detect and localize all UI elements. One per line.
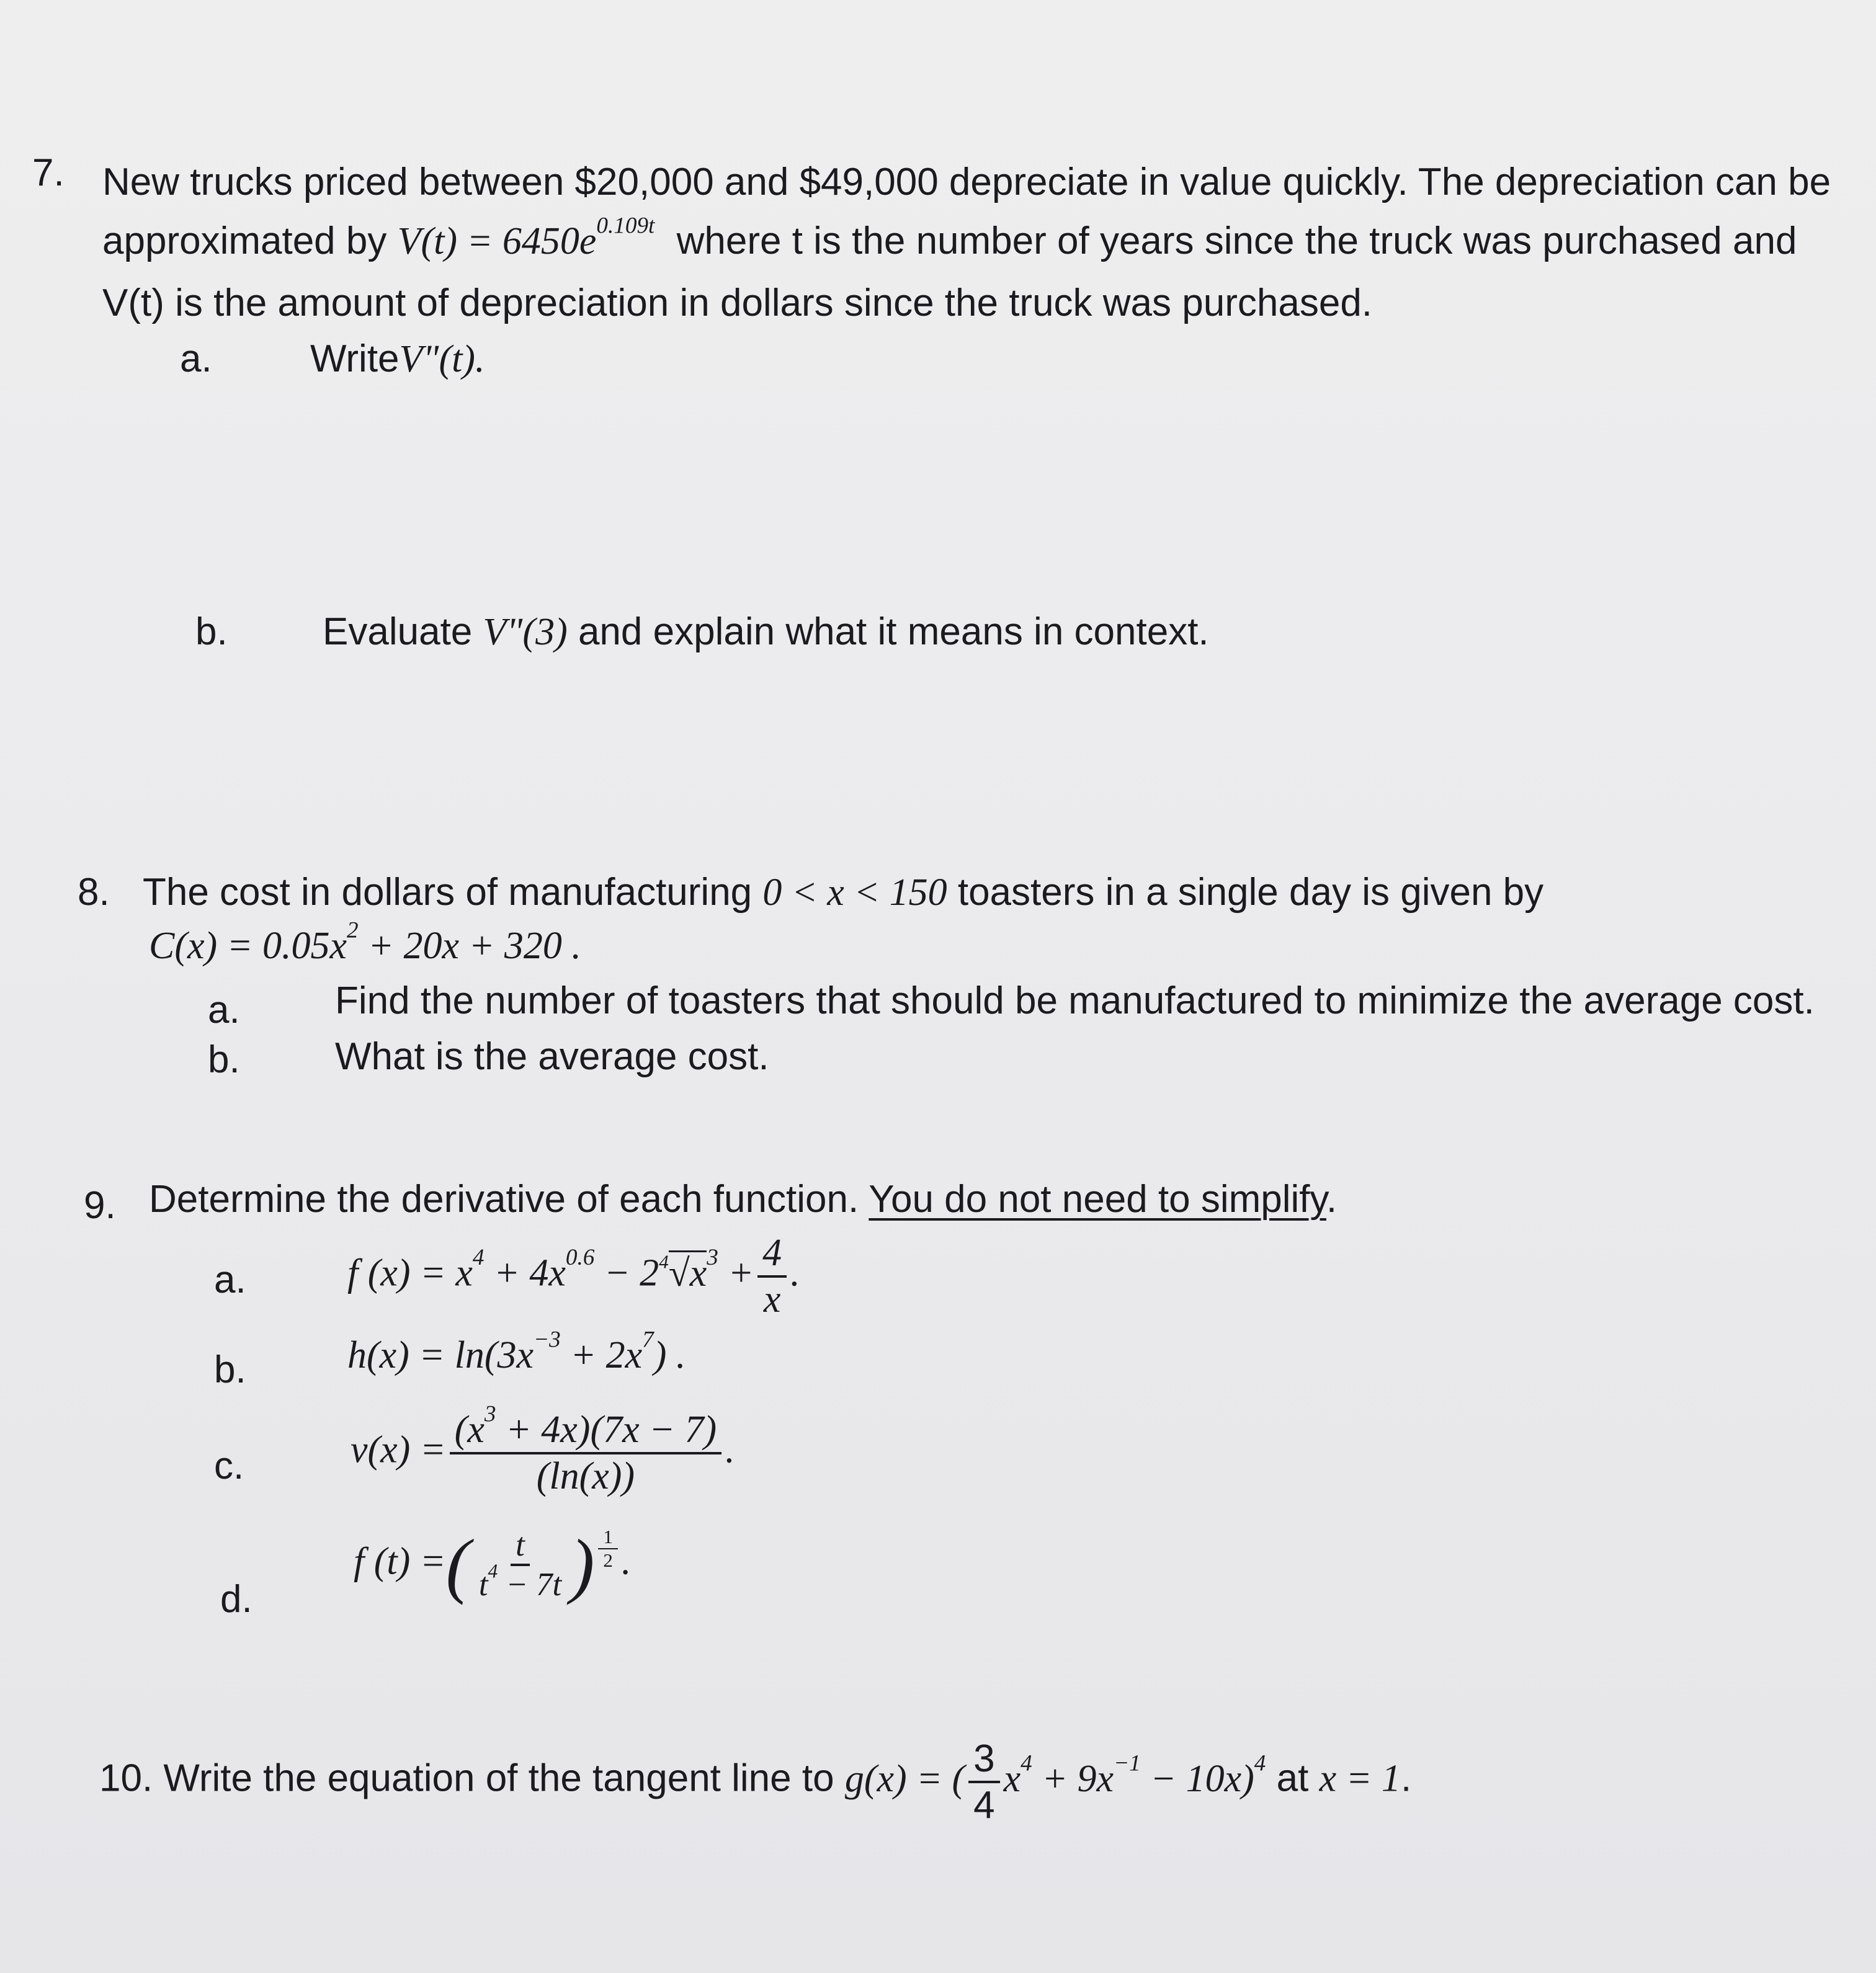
q9a-term2: + 4x — [484, 1252, 566, 1294]
q8-inequality: 0 < x < 150 — [762, 871, 947, 914]
q9a-label: a. — [214, 1258, 246, 1301]
q9c-lhs: v(x) = — [351, 1428, 446, 1471]
q9d-lhs: f (t) = — [354, 1540, 446, 1583]
q9a-root: √x — [669, 1250, 707, 1294]
q10-formula — [844, 1737, 1266, 1827]
q9c-denominator: (ln(x)) — [536, 1455, 635, 1498]
q10-term2: + 9x — [1032, 1757, 1114, 1800]
q9c-label: c. — [214, 1445, 244, 1487]
q7-number: 7. — [32, 151, 65, 194]
q10-exp2: −1 — [1114, 1750, 1141, 1776]
q7-line2-post: where t is the number of years since the truck was purchased and — [676, 220, 1797, 262]
q9a-numerator: 4 — [757, 1231, 787, 1278]
q9c-numerator — [450, 1401, 721, 1454]
q9d-exp-num: 1 — [598, 1526, 618, 1549]
q8-line1-pre: The cost in dollars of manufacturing — [143, 871, 753, 914]
q10-lhs: g(x) = ( — [844, 1757, 965, 1800]
q9d-rparen: ) — [570, 1525, 595, 1606]
q7-formula — [397, 213, 655, 262]
q8b-label: b. — [208, 1038, 240, 1081]
q9c-fraction — [450, 1401, 721, 1499]
q9a-root-index: 4 — [659, 1250, 669, 1273]
q10-line — [99, 1737, 1411, 1828]
q9-prompt — [149, 1175, 1337, 1224]
q7-formula-exp: 0.109t — [596, 213, 655, 239]
q9d-lparen: ( — [445, 1525, 470, 1606]
q7-line3: V(t) is the amount of depreciation in dollars since the truck was purchased. — [102, 282, 1373, 324]
q9c-num-post: + 4x)(7x − 7) — [496, 1409, 717, 1451]
q9b-exp1: −3 — [534, 1327, 561, 1353]
q7a-text — [310, 335, 485, 384]
q9d-numerator: t — [511, 1526, 530, 1567]
q10-exp1: 4 — [1021, 1750, 1032, 1776]
q7a-write: Write — [310, 337, 400, 380]
q8-cost-post: + 20x + 320 . — [358, 925, 581, 967]
q9-prompt-text: Determine the derivative of each function. — [149, 1178, 859, 1221]
q9b-formula — [347, 1327, 686, 1378]
q9d-exponent — [598, 1526, 618, 1571]
q9a-term3: − 2 — [594, 1252, 659, 1294]
q9a-exp2: 0.6 — [565, 1245, 595, 1271]
q8-cost-function — [149, 917, 581, 968]
q9d-den-pre: t — [478, 1567, 488, 1603]
q10-numerator: 3 — [968, 1737, 999, 1783]
q9a-plus: + — [718, 1252, 754, 1294]
q7-formula-main: V(t) = 6450e — [397, 220, 597, 262]
q9b-term2: + 2x — [560, 1334, 643, 1376]
q7-line2-pre: approximated by — [102, 220, 387, 262]
q9a-formula — [347, 1231, 800, 1322]
q10-fraction — [968, 1737, 999, 1828]
q9d-end: . — [621, 1540, 632, 1583]
q9c-formula — [351, 1401, 735, 1499]
q8-number: 8. — [78, 871, 110, 914]
q9b-end: ) . — [653, 1334, 686, 1376]
q8a-text: Find the number of toasters that should be manufactured to minimize the average cost. — [335, 979, 1815, 1022]
q9c-end: . — [725, 1428, 735, 1471]
q9b-exp2: 7 — [642, 1327, 654, 1353]
q9b-term1: h(x) = ln(3x — [347, 1334, 534, 1376]
q8a-label: a. — [208, 989, 240, 1031]
q10-at: at — [1276, 1757, 1309, 1800]
q9d-fraction — [474, 1526, 566, 1604]
q10-term1: x — [1003, 1757, 1021, 1800]
q7b-text — [323, 608, 1209, 657]
q7-line1: New trucks priced between $20,000 and $49,000 depreciate in value quickly. The depreciation can be — [102, 161, 1831, 203]
q9d-denominator — [474, 1560, 566, 1604]
q8b-text: What is the average cost. — [335, 1035, 769, 1078]
q10-at-math: x = 1 — [1319, 1757, 1401, 1800]
q9c-num-exp: 3 — [484, 1401, 496, 1427]
q9d-den-post: − 7t — [498, 1567, 562, 1603]
q9a-end: . — [790, 1252, 800, 1294]
q10-text: 10. Write the equation of the tangent line to — [99, 1757, 834, 1800]
q8-cost-exp: 2 — [347, 917, 359, 943]
q9c-num-pre: (x — [454, 1409, 485, 1451]
q7b-label: b. — [195, 610, 228, 653]
q9d-label: d. — [220, 1578, 252, 1621]
q10-term3: − 10x) — [1140, 1757, 1254, 1800]
q9a-term1: f (x) = x — [347, 1252, 473, 1294]
q9-period: . — [1326, 1178, 1338, 1221]
q7b-math: V"(3) — [483, 611, 568, 653]
q9d-formula — [354, 1526, 631, 1604]
q10-denominator: 4 — [973, 1784, 995, 1827]
q7-line2 — [102, 213, 1797, 266]
q9a-denominator: x — [763, 1278, 781, 1321]
q7b-pre: Evaluate — [323, 610, 473, 653]
q9-note: You do not need to simplify — [869, 1178, 1326, 1221]
q7a-math: V"(t). — [399, 338, 485, 380]
q8-cost-pre: C(x) = 0.05x — [149, 925, 347, 967]
q9d-den-exp: 4 — [488, 1560, 498, 1582]
q9a-exp3: 3 — [707, 1245, 718, 1271]
q9b-label: b. — [214, 1348, 246, 1391]
q10-exp3: 4 — [1254, 1750, 1266, 1776]
q8-line1 — [143, 868, 1543, 917]
q7b-post: and explain what it means in context. — [578, 610, 1209, 653]
q7a-label: a. — [180, 337, 212, 380]
q8-line1-post: toasters in a single day is given by — [957, 871, 1544, 914]
q9a-exp1: 4 — [472, 1245, 485, 1271]
q10-end: . — [1400, 1757, 1412, 1800]
q9d-exp-den: 2 — [603, 1549, 613, 1571]
q9-number: 9. — [84, 1184, 116, 1227]
q9a-fraction — [757, 1231, 787, 1322]
